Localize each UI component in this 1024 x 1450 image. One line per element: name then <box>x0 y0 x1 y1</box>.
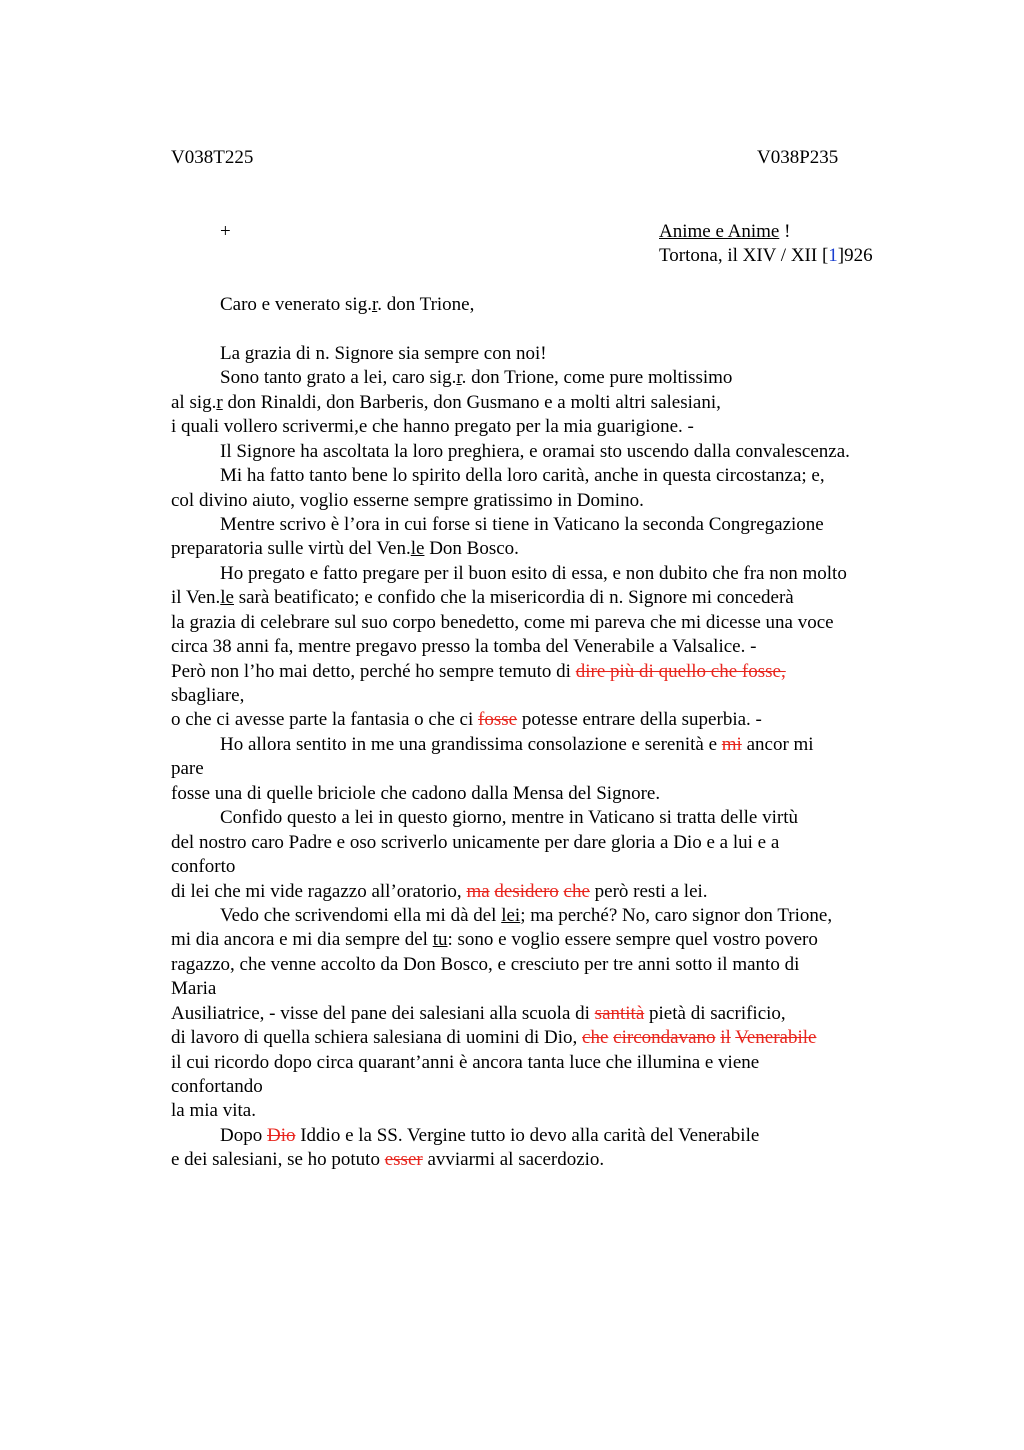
letter-line: Ho pregato e fatto pregare per il buon esito di essa, e non dubito che fra non molto <box>220 563 847 584</box>
motto <box>659 221 790 243</box>
letter-line: la mia vita. <box>171 1100 256 1121</box>
motto-text: Anime e Anime <box>659 221 780 242</box>
dateline: Tortona, il XIV / XII [1]926 <box>659 245 873 266</box>
deleted-text: che <box>582 1027 609 1048</box>
greeting: Caro e venerato sig.r. don Trione, <box>220 294 475 315</box>
letter-line: preparatoria sulle virtù del Ven.le Don Bosco. <box>171 538 519 559</box>
deleted-text: Venerabile <box>735 1027 817 1048</box>
letter-line: i quali vollero scrivermi,e che hanno pregato per la mia guarigione. - <box>171 416 694 437</box>
document-code-left: V038T225 <box>171 147 254 168</box>
letter-line: fosse una di quelle briciole che cadono dalla Mensa del Signore. <box>171 783 661 804</box>
letter-line: col divino aiuto, voglio esserne sempre gratissimo in Domino. <box>171 490 644 511</box>
letter-line: ragazzo, che venne accolto da Don Bosco, e cresciuto per tre anni sotto il manto di <box>171 954 800 975</box>
letter-line: circa 38 anni fa, mentre pregavo presso la tomba del Venerabile a Valsalice. - <box>171 636 757 657</box>
letter-line: e dei salesiani, se ho potuto esser avviarmi al sacerdozio. <box>171 1149 605 1170</box>
deleted-text: il <box>720 1027 731 1048</box>
letter-line: Ausiliatrice, - visse del pane dei salesiani alla scuola di santità pietà di sacrificio, <box>171 1003 786 1024</box>
letter-line: di lavoro di quella schiera salesiana di uomini di Dio, che circondavano il Venerabile <box>171 1027 817 1048</box>
letter-line: conforto <box>171 856 236 877</box>
letter-line: di lei che mi vide ragazzo all’oratorio, ma desidero che però resti a lei. <box>171 881 708 902</box>
letter-line: La grazia di n. Signore sia sempre con noi! <box>220 343 547 364</box>
bracket-number: 1 <box>828 245 838 266</box>
deleted-text: Dio <box>266 1125 296 1146</box>
deleted-text: fosse <box>478 709 518 730</box>
letter-line: Sono tanto grato a lei, caro sig.r. don Trione, come pure moltissimo <box>220 367 733 388</box>
deleted-text: circondavano <box>613 1027 716 1048</box>
letter-line: Ho allora sentito in me una grandissima consolazione e serenità e mi ancor mi <box>220 734 814 755</box>
letter-line: Dopo Dio Iddio e la SS. Vergine tutto io devo alla carità del Venerabile <box>220 1125 760 1146</box>
letter-line: Mentre scrivo è l’ora in cui forse si tiene in Vaticano la seconda Congregazione <box>220 514 824 535</box>
deleted-text: mi <box>721 734 742 755</box>
document-code-right: V038P235 <box>757 147 839 168</box>
letter-line: o che ci avesse parte la fantasia o che ci fosse potesse entrare della superbia. - <box>171 709 762 730</box>
letter-line: la grazia di celebrare sul suo corpo benedetto, come mi pareva che mi dicesse una voce <box>171 612 834 633</box>
deleted-text: dire più di quello che fosse, <box>575 661 786 682</box>
letter-line: il cui ricordo dopo circa quarant’anni è ancora tanta luce che illumina e viene <box>171 1052 760 1073</box>
letter-line: il Ven.le sarà beatificato; e confido che la misericordia di n. Signore mi concederà <box>171 587 794 608</box>
letter-line: Mi ha fatto tanto bene lo spirito della loro carità, anche in questa circostanza; e, <box>220 465 825 486</box>
deleted-text: santità <box>594 1003 645 1024</box>
deleted-text: desidero <box>494 881 559 902</box>
deleted-text: ma <box>466 881 490 902</box>
letter-line: Però non l’ho mai detto, perché ho sempre temuto di dire più di quello che fosse, <box>171 661 786 682</box>
letter-line: del nostro caro Padre e oso scriverlo unicamente per dare gloria a Dio e a lui e a <box>171 832 780 853</box>
letter-line: Confido questo a lei in questo giorno, mentre in Vaticano si tratta delle virtù <box>220 807 798 828</box>
letter-line: Maria <box>171 978 217 999</box>
letter-line: Vedo che scrivendomi ella mi dà del lei; ma perché? No, caro signor don Trione, <box>220 905 833 926</box>
letter-line: sbagliare, <box>171 685 245 706</box>
letter-line: al sig.r don Rinaldi, don Barberis, don Gusmano e a molti altri salesiani, <box>171 392 721 413</box>
deleted-text: che <box>563 881 590 902</box>
letter-line: pare <box>171 758 204 779</box>
motto-tail: ! <box>779 221 791 242</box>
cross-mark: + <box>220 221 231 242</box>
letter-line: Il Signore ha ascoltata la loro preghiera, e oramai sto uscendo dalla convalescenza. <box>220 441 850 462</box>
deleted-text: esser <box>384 1149 423 1170</box>
letter-line: mi dia ancora e mi dia sempre del tu: sono e voglio essere sempre quel vostro povero <box>171 929 818 950</box>
letter-line: confortando <box>171 1076 263 1097</box>
